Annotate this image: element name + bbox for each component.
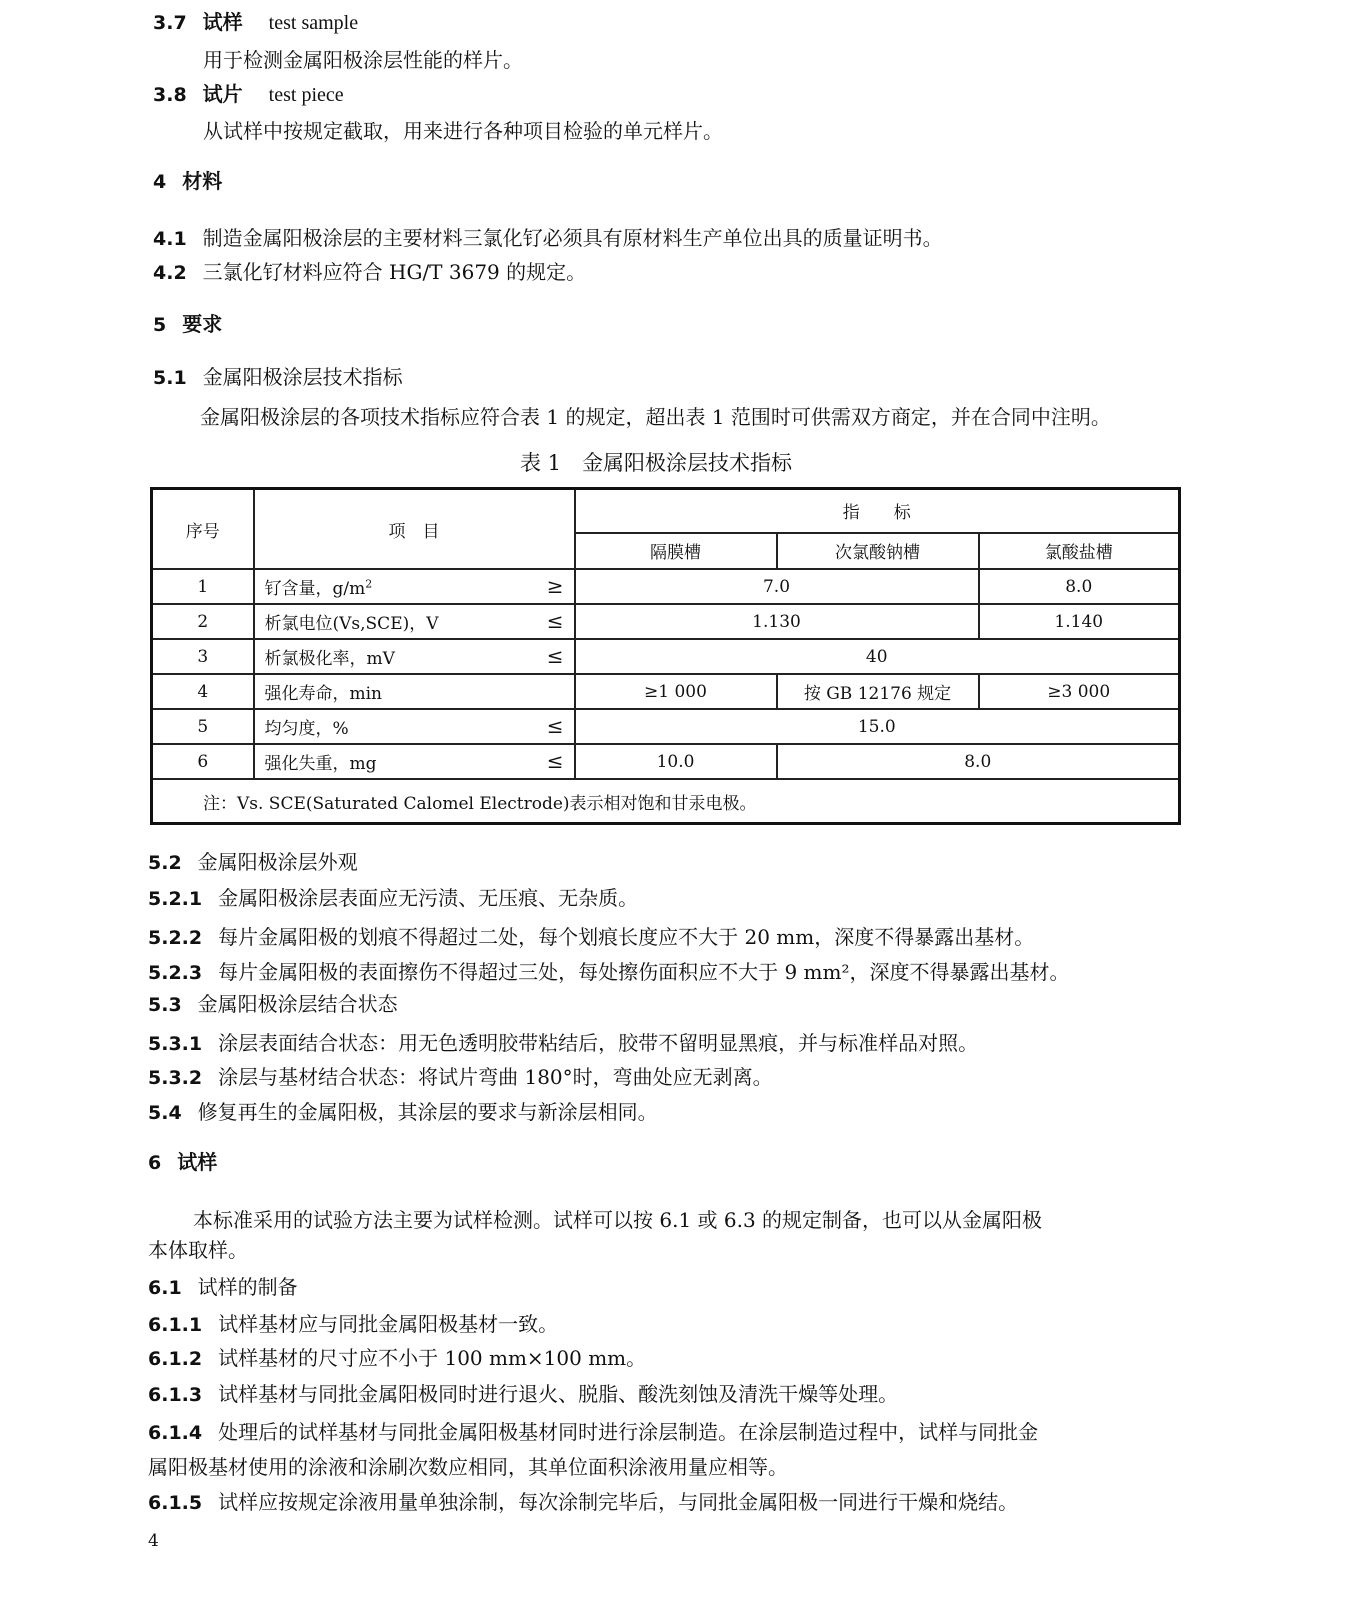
cell-value: 1.130 [575,604,979,639]
text-line [200,404,1111,430]
item-name: 强化失重，mg [264,754,377,774]
relation-symbol: ≤ [546,644,564,668]
cell-value: 8.0 [777,744,1180,779]
item-name: 析氯极化率，mV [264,649,395,669]
cell-value: 40 [575,639,1180,674]
page-number: 4 [148,1531,159,1551]
text-line [203,47,523,73]
paragraph-text: 金属阳极涂层表面应无污渍、无压痕、无杂质。 [218,886,639,910]
text-line [148,1311,558,1338]
text-line [153,259,586,286]
section-number: 5.3 [148,994,182,1016]
paragraph-text: 三氯化钌材料应符合 HG/T 3679 的规定。 [202,260,587,284]
english-term: test piece [268,84,344,106]
text-line [148,959,1070,986]
text-line [153,81,344,108]
section-title: 材料 [182,169,223,193]
text-line [153,311,222,338]
section-number: 6.1.4 [148,1422,203,1444]
cell-item [254,604,575,639]
section-number: 4.2 [153,262,187,284]
cell-no: 5 [152,709,254,744]
text-line [148,1099,658,1126]
table-row [152,709,1180,744]
paragraph-text: 试样的制备 [197,1275,298,1299]
paragraph-text: 处理后的试样基材与同批金属阳极基材同时进行涂层制造。在涂层制造过程中，试样与同批金 [218,1420,1039,1444]
cell-no: 2 [152,604,254,639]
paragraph-text: 从试样中按规定截取，用来进行各种项目检验的单元样片。 [203,119,723,143]
section-number: 5.2.2 [148,927,203,949]
table-note: 注：Vs. SCE(Saturated Calomel Electrode)表示相对饱和甘汞电极。 [152,779,1180,824]
paragraph-text: 涂层表面结合状态：用无色透明胶带粘结后，胶带不留明显黑痕，并与标准样品对照。 [218,1031,979,1055]
cell-no: 4 [152,674,254,709]
section-number: 6.1.5 [148,1492,203,1514]
item-name: 析氯电位(Vs,SCE)，V [264,614,439,634]
cell-value: 8.0 [979,569,1180,604]
paragraph-text: 属阳极基材使用的涂液和涂刷次数应相同，其单位面积涂液用量应相等。 [148,1455,788,1479]
relation-symbol: ≤ [546,749,564,773]
paragraph-text: 每片金属阳极的划痕不得超过二处，每个划痕长度应不大于 20 mm，深度不得暴露出基材。 [218,925,1035,949]
table-row [152,569,1180,604]
paragraph-text: 金属阳极涂层的各项技术指标应符合表 1 的规定，超出表 1 范围时可供需双方商定，并在合同中注明。 [200,405,1111,429]
relation-symbol: ≤ [546,714,564,738]
text-line [148,885,638,912]
header-sub: 隔膜槽 [575,533,777,569]
section-number: 5.2.3 [148,962,203,984]
section-number: 5.2.1 [148,888,203,910]
text-line [148,1454,788,1480]
text-line [148,1237,248,1263]
cell-value: 按 GB 12176 规定 [777,674,979,709]
text-line [148,1381,898,1408]
section-number: 4 [153,171,167,193]
section-number: 4.1 [153,228,187,250]
table-row [152,639,1180,674]
paragraph-text: 每片金属阳极的表面擦伤不得超过三处，每处擦伤面积应不大于 9 mm²，深度不得暴露出基材。 [218,960,1070,984]
paragraph-text: 涂层与基材结合状态：将试片弯曲 180°时，弯曲处应无剥离。 [218,1065,773,1089]
paragraph-text: 试样基材与同批金属阳极同时进行退火、脱脂、酸洗刻蚀及清洗干燥等处理。 [218,1382,899,1406]
item-name: 均匀度，% [264,719,349,739]
section-number: 3.7 [153,12,187,34]
text-line [153,225,943,252]
table-row [152,674,1180,709]
relation-symbol: ≥ [546,574,564,598]
cell-item [254,569,575,604]
cell-item [254,674,575,709]
cell-item [254,709,575,744]
text-line [148,1149,217,1176]
text-line [148,924,1034,951]
header-index: 指 标 [575,489,1180,533]
section-number: 5.2 [148,852,182,874]
text-line [148,991,398,1018]
text-line [203,118,723,144]
section-number: 3.8 [153,84,187,106]
section-number: 6.1.2 [148,1348,203,1370]
cell-value: ≥1 000 [575,674,777,709]
section-number: 6.1 [148,1277,182,1299]
section-title: 试片 [202,82,243,106]
paragraph-text: 用于检测金属阳极涂层性能的样片。 [203,48,523,72]
text-line [148,1274,298,1301]
english-term: test sample [268,12,359,34]
cell-no: 1 [152,569,254,604]
section-title: 试样 [202,10,243,34]
header-sub: 次氯酸钠槽 [777,533,979,569]
section-number: 5 [153,314,167,336]
paragraph-text: 制造金属阳极涂层的主要材料三氯化钌必须具有原材料生产单位出具的质量证明书。 [202,226,943,250]
section-number: 5.3.2 [148,1067,203,1089]
section-title: 试样 [177,1150,218,1174]
paragraph-text: 试样基材的尺寸应不小于 100 mm×100 mm。 [218,1346,647,1370]
text-line [193,1207,1042,1233]
paragraph-text: 试样基材应与同批金属阳极基材一致。 [218,1312,559,1336]
item-name: 钌含量，g/m [264,579,366,599]
text-line [153,168,222,195]
section-number: 5.4 [148,1102,182,1124]
text-line [148,849,358,876]
item-name: 强化寿命，min [264,684,383,704]
paragraph-text: 试样应按规定涂液用量单独涂制，每次涂制完毕后，与同批金属阳极一同进行干燥和烧结。 [218,1490,1019,1514]
spec-table [150,487,1181,825]
header-no: 序号 [152,489,254,570]
paragraph-text: 金属阳极涂层技术指标 [202,365,403,389]
text-line [148,1064,773,1091]
paragraph-text: 修复再生的金属阳极，其涂层的要求与新涂层相同。 [197,1100,658,1124]
relation-symbol: ≤ [546,609,564,633]
cell-value: 7.0 [575,569,979,604]
table-row [152,744,1180,779]
text-line [148,1030,978,1057]
section-number: 6 [148,1152,162,1174]
cell-item [254,744,575,779]
header-item: 项 目 [254,489,575,570]
item-unit-exp: 2 [365,577,373,591]
text-line [148,1489,1018,1516]
text-line [148,1419,1038,1446]
cell-no: 6 [152,744,254,779]
paragraph-text: 金属阳极涂层结合状态 [197,992,398,1016]
table-caption: 表 1 金属阳极涂层技术指标 [520,451,793,475]
cell-item [254,639,575,674]
cell-value: ≥3 000 [979,674,1180,709]
section-number: 5.1 [153,367,187,389]
text-line [153,364,403,391]
section-number: 6.1.3 [148,1384,203,1406]
table-row [152,604,1180,639]
cell-value: 15.0 [575,709,1180,744]
section-number: 6.1.1 [148,1314,203,1336]
paragraph-text: 本体取样。 [148,1238,248,1262]
paragraph-text: 金属阳极涂层外观 [197,850,358,874]
text-line [148,1345,646,1372]
section-number: 5.3.1 [148,1033,203,1055]
cell-value: 1.140 [979,604,1180,639]
cell-value: 10.0 [575,744,777,779]
section-title: 要求 [182,312,223,336]
cell-no: 3 [152,639,254,674]
header-sub: 氯酸盐槽 [979,533,1180,569]
text-line [153,9,358,36]
paragraph-text: 本标准采用的试验方法主要为试样检测。试样可以按 6.1 或 6.3 的规定制备，也可以从金属阳极 [193,1208,1043,1232]
